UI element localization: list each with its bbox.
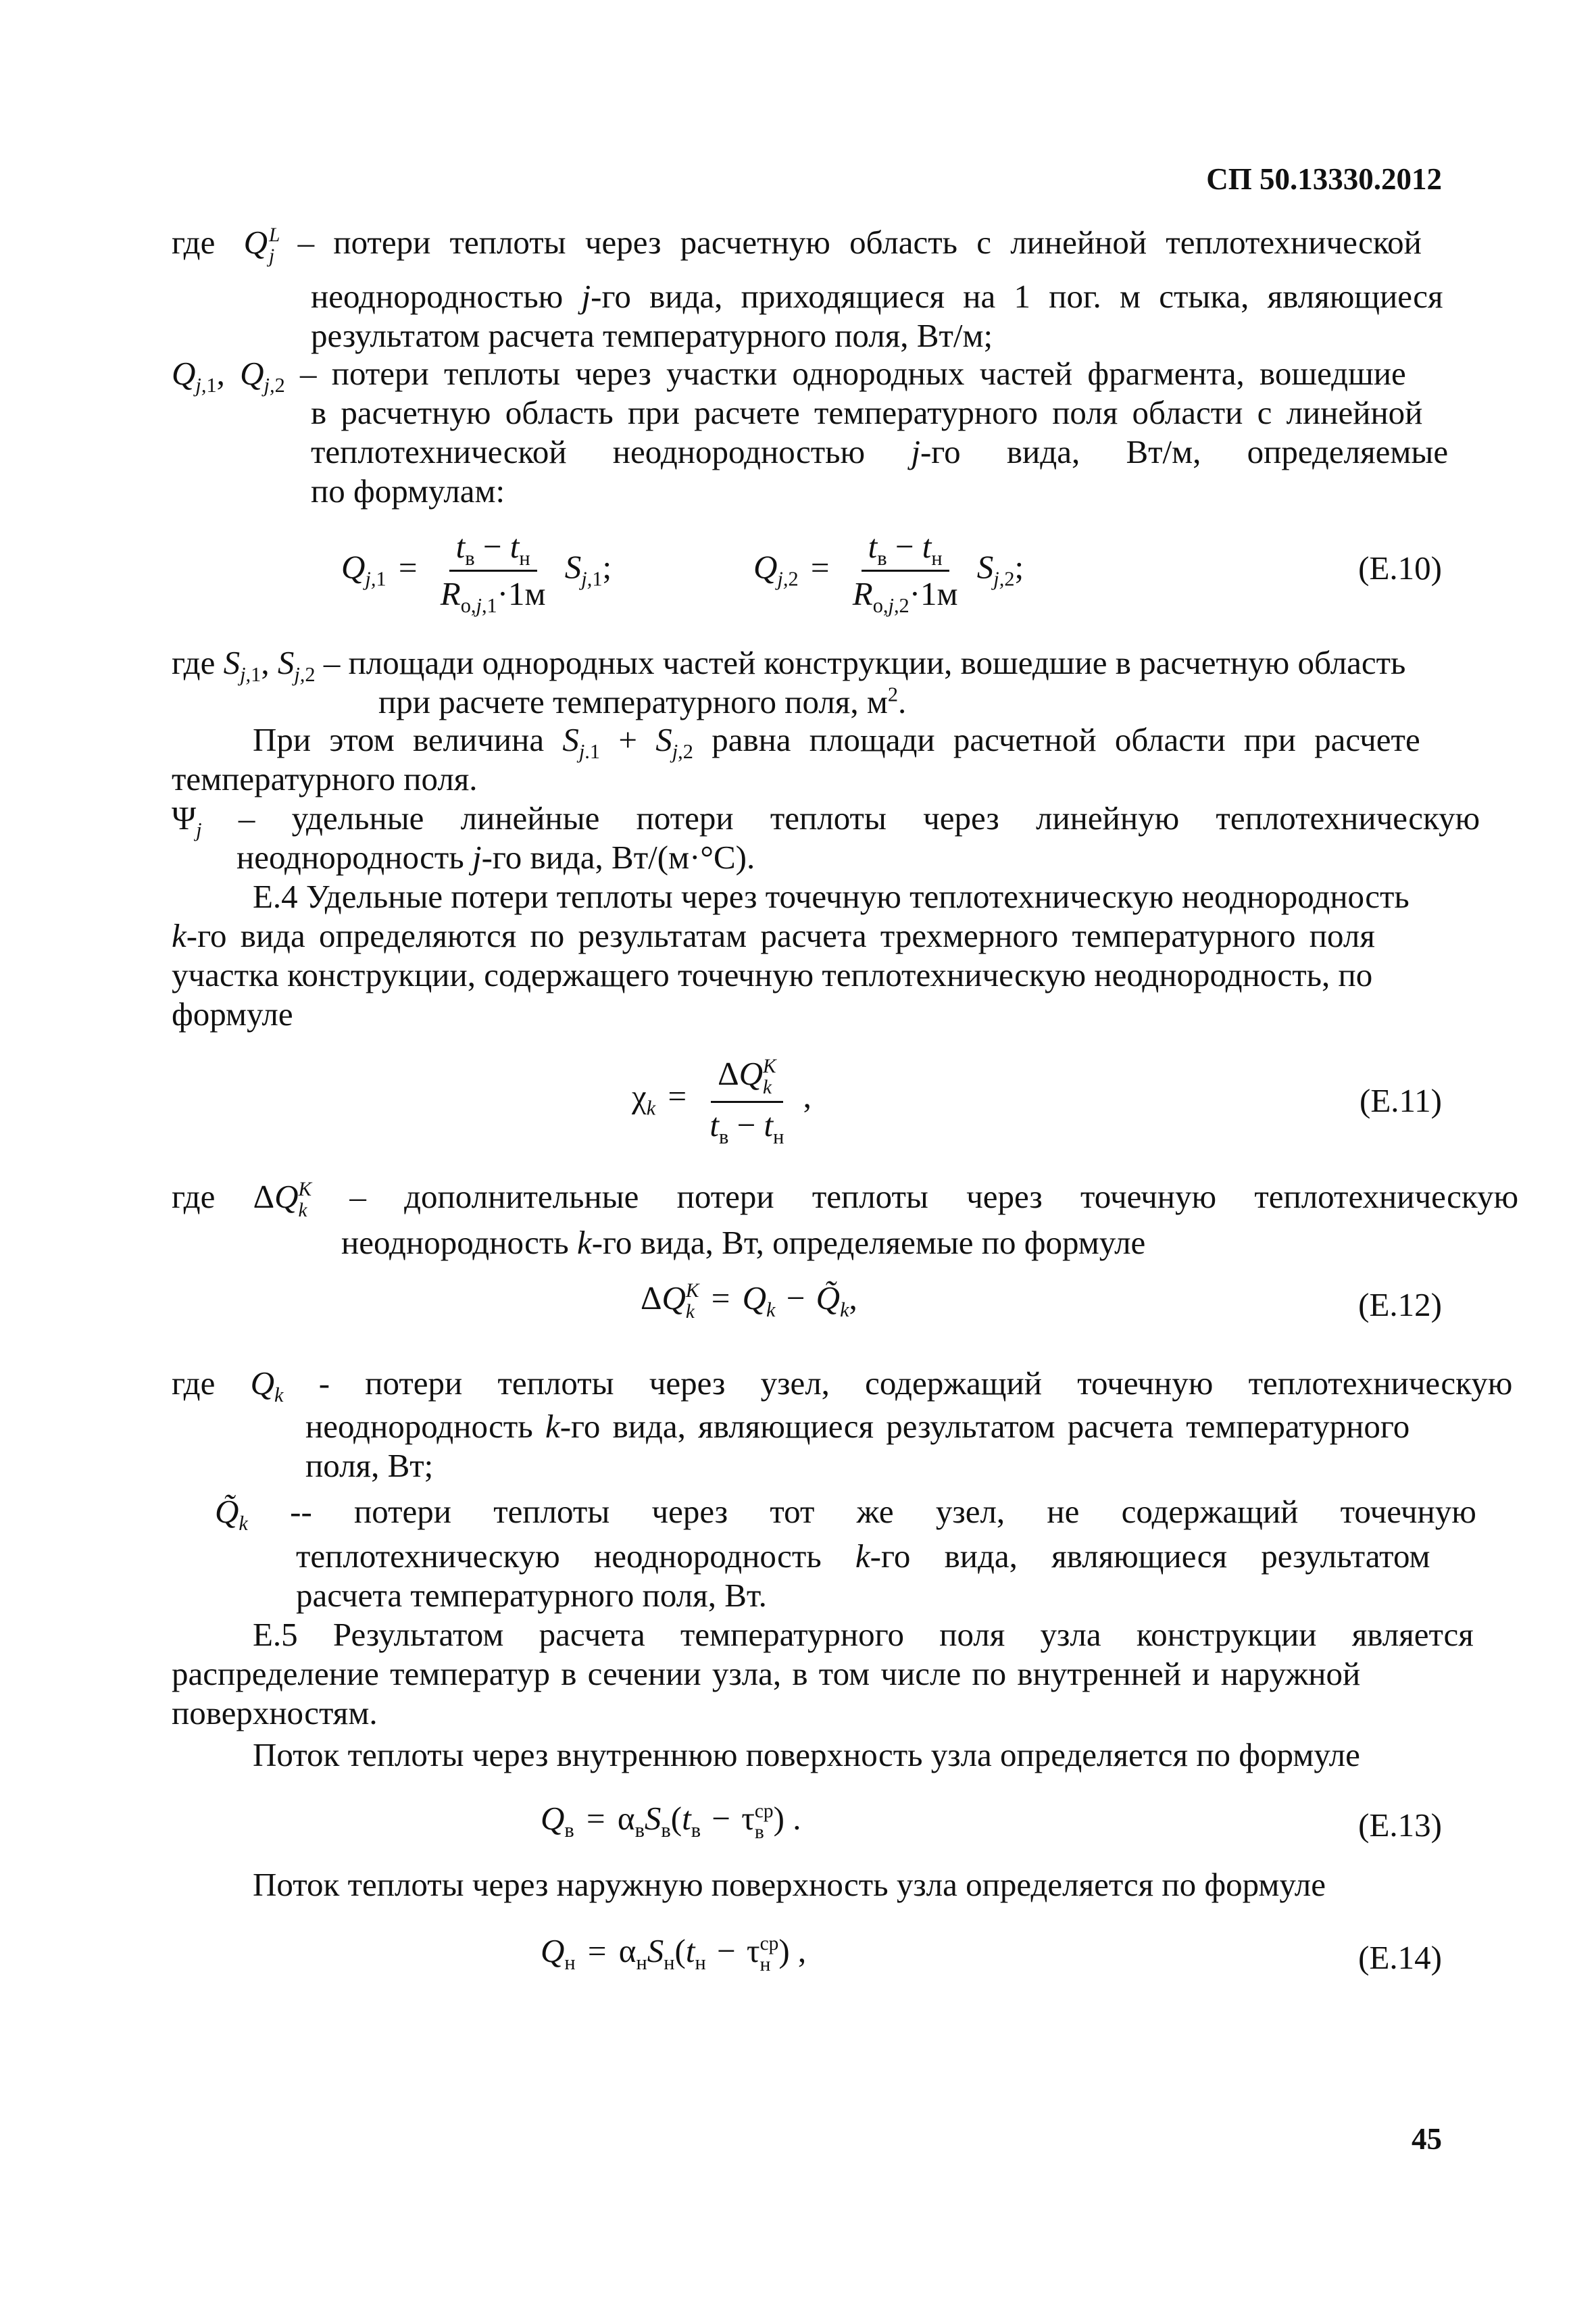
definition-s-line2: при расчете температурного поля, $м^2$.: [378, 683, 907, 720]
paragraph-e5-line3: поверхностям.: [172, 1694, 378, 1731]
equation-number-e14: (Е.14): [1358, 1939, 1442, 1976]
definition-qk-tilde-line2: теплотехническую неоднородность k-го вида, являющиеся результатом: [296, 1537, 1430, 1575]
equation-e11: $\chi_k$ = ΔQ K k $t_в - t_н$ ,: [632, 1055, 812, 1148]
definition-qj12-line3: теплотехнической неоднородностью j-го вида, Вт/м, определяемые: [311, 433, 1449, 470]
paragraph-sum-s-line2: температурного поля.: [172, 760, 478, 797]
fraction-e10-1: $\frac{t_в - t_н}{R_{о,j,1}\cdot 1м}$: [440, 528, 546, 617]
paragraph-e4-line3: участка конструкции, содержащего точечную теплотехническую неоднородность, по: [172, 956, 1373, 993]
definition-dq-line2: неоднородность k-го вида, Вт, определяемые по формуле: [341, 1224, 1146, 1261]
definition-qk-tilde: $Q̃_k$ -- потери теплоты через тот же узел, не содержащий точечную: [215, 1493, 1476, 1535]
equation-e10-left: $Q_{j,1}$ = $\frac{t_в - t_н}{R_{о,j,1}\cdot 1м}$ $S_{j,1}$;: [341, 528, 612, 617]
definition-qj12-line2: в расчетную область при расчете температурного поля области с линейной: [311, 394, 1423, 431]
equation-e13: $Q_в = \alpha_вS_в(t_в - \tau$ ср в ) .: [541, 1800, 801, 1843]
definition-qk-tilde-line3: расчета температурного поля, Вт.: [296, 1577, 767, 1614]
paragraph-e4-line4: формуле: [172, 995, 293, 1033]
page-number: 45: [1412, 2122, 1442, 2156]
equation-number-e10: (Е.10): [1358, 549, 1442, 587]
definition-s: где $S_{j,1}$, $S_{j,2}$ – площади однородных частей конструкции, вошедшие в расчетную область: [172, 644, 1406, 686]
equation-e12: ΔQ K k = $Q_k$ − $Q̃_k$,: [641, 1279, 857, 1323]
paragraph-e5-line1: Е.5 Результатом расчета температурного поля узла конструкции является: [253, 1616, 1474, 1653]
definition-qk-line3: поля, Вт;: [305, 1447, 434, 1484]
equation-number-e13: (Е.13): [1358, 1806, 1442, 1844]
definition-qk-line2: неоднородность k-го вида, являющиеся результатом расчета температурного: [305, 1408, 1410, 1445]
definition-dq: где ΔQ K k – дополнительные потери теплоты через точечную теплотехническую: [172, 1178, 1519, 1221]
fraction-e11: ΔQ K k $t_в - t_н$: [709, 1055, 784, 1148]
paragraph-sum-s: При этом величина $S_{j.1} + S_{j,2}$ равна площади расчетной области при расчете: [253, 721, 1420, 763]
equation-number-e12: (Е.12): [1358, 1286, 1442, 1323]
equation-number-e11: (Е.11): [1360, 1082, 1442, 1119]
equation-e14: $Q_н = \alpha_нS_н(t_н - \tau$ ср н ) ,: [541, 1932, 807, 1975]
definition-psi-line2: неоднородность j-го вида, Вт/(м·°С).: [236, 839, 755, 876]
fraction-e10-2: $\frac{t_в - t_н}{R_{о,j,2}\cdot 1м}$: [852, 528, 958, 617]
definition-qj12-line4: по формулам:: [311, 472, 505, 510]
paragraph-e5-line2: распределение температур в сечении узла, в том числе по внутренней и наружной: [172, 1655, 1361, 1692]
definition-psi: $\Psi_j$ – удельные линейные потери теплоты через линейную теплотехническую: [172, 799, 1480, 841]
standard-code-header: СП 50.13330.2012: [1206, 162, 1442, 196]
paragraph-e4-line1: Е.4 Удельные потери теплоты через точечную теплотехническую неоднородность: [253, 878, 1410, 915]
definition-qjl-line3: результатом расчета температурного поля, Вт/м;: [311, 317, 993, 354]
definition-qjl: где Q L j – потери теплоты через расчетную область с линейной теплотехнической: [172, 224, 1422, 267]
equation-e10-right: $Q_{j,2}$ = $\frac{t_в - t_н}{R_{о,j,2}\cdot 1м}$ $S_{j,2}$;: [753, 528, 1024, 617]
definition-qj12: $Q_{j,1}$, $Q_{j,2}$ – потери теплоты через участки однородных частей фрагмента, вошедшие: [172, 355, 1406, 397]
paragraph-outer-flow: Поток теплоты через наружную поверхность узла определяется по формуле: [253, 1866, 1326, 1903]
paragraph-inner-flow: Поток теплоты через внутреннюю поверхность узла определяется по формуле: [253, 1736, 1360, 1773]
definition-qk: где $Q_k$ - потери теплоты через узел, содержащий точечную теплотехническую: [172, 1364, 1513, 1406]
definition-qjl-line2: неоднородностью j-го вида, приходящиеся на 1 пог. м стыка, являющиеся: [311, 278, 1443, 315]
paragraph-e4-line2: k-го вида определяются по результатам расчета трехмерного температурного поля: [172, 917, 1375, 954]
